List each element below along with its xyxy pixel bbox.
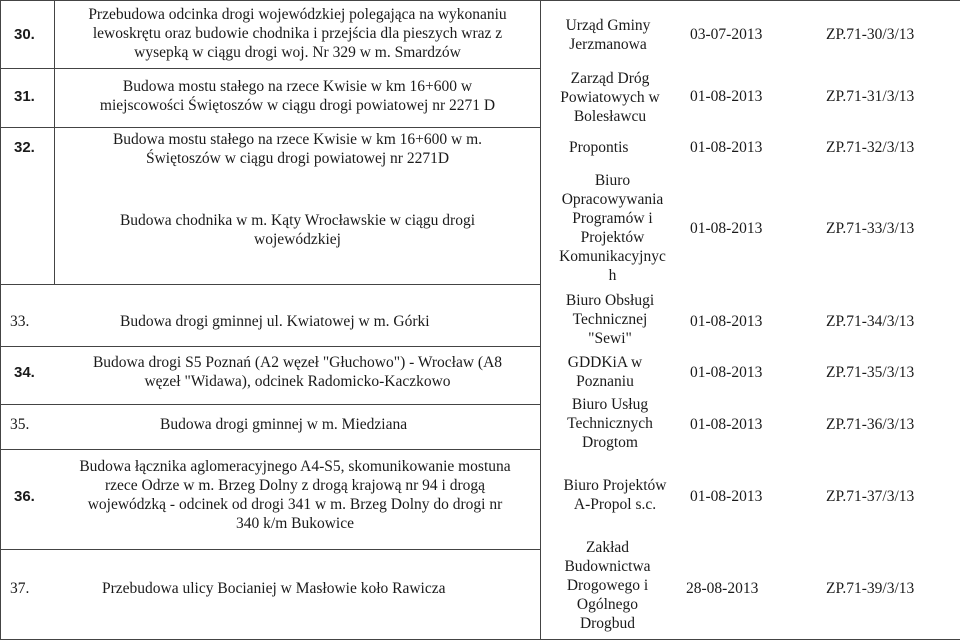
sign-cell: ZP.71-34/3/13 [826, 313, 915, 330]
date-cell: 01-08-2013 [690, 364, 763, 381]
row-number: 32. [14, 139, 35, 156]
sign-cell: ZP.71-36/3/13 [826, 416, 915, 433]
row-number: 37. [10, 580, 30, 597]
office-line: Biuro Obsługi [565, 292, 655, 309]
title-line: lewoskrętu oraz budowie chodnika i przejścia dla pieszych wraz z [92, 25, 503, 42]
row-divider [0, 127, 540, 128]
office-line: Biuro [594, 172, 631, 189]
title-line: miejscowości Świętoszów w ciągu drogi powiatowej nr 2271 D [99, 97, 496, 114]
row-divider [0, 549, 540, 550]
sign-cell: ZP.71-39/3/13 [826, 580, 915, 597]
col-divider [0, 0, 1, 640]
row-divider [0, 284, 540, 285]
title-line: wysepką w ciągu drogi woj. Nr 329 w m. Smardzów [134, 44, 461, 61]
office-line: Komunikacyjnyc [559, 248, 666, 265]
title-line: rzece Odrze w m. Brzeg Dolny z drogą krajową nr 94 i drogą [104, 477, 486, 494]
office-line: Technicznej [572, 311, 648, 328]
row-divider [0, 449, 540, 450]
office-line: Poznaniu [576, 373, 634, 390]
sign-cell: ZP.71-33/3/13 [826, 220, 915, 237]
sign-cell: ZP.71-35/3/13 [826, 364, 915, 381]
title-line: Świętoszów w ciągu drogi powiatowej nr 2271D [145, 150, 450, 167]
office-line: Opracowywania [561, 191, 664, 208]
office-line: Biuro Usług [571, 396, 649, 413]
title-line: Budowa mostu stałego na rzece Kwisie w km 16+600 w m. [112, 131, 483, 148]
office-line: Zakład [585, 539, 630, 556]
office-line: Drogbud [579, 615, 636, 632]
row-divider [0, 404, 540, 405]
office-line: Drogtom [582, 434, 638, 451]
office-line: Technicznych [567, 415, 653, 432]
row-number: 34. [14, 364, 35, 381]
office-line: Jerzmanowa [569, 36, 647, 53]
sign-cell: ZP.71-32/3/13 [826, 139, 915, 156]
title-line: Budowa łącznika aglomeracyjnego A4-S5, skomunikowanie mostuna [79, 458, 511, 475]
office-line: Ogólnego [576, 596, 639, 613]
office-line: Bolesławcu [573, 108, 647, 125]
col-divider [54, 0, 55, 284]
title-line: wojewódzką - odcinek od drogi 341 w m. Brzeg Dolny do drogi nr [87, 496, 503, 513]
sign-cell: ZP.71-31/3/13 [826, 88, 915, 105]
office-line: Propontis [569, 139, 629, 156]
row-divider [0, 0, 960, 1]
title-line: Budowa drogi gminnej w m. Miedziana [160, 416, 408, 433]
office-line: Programów i [572, 210, 653, 227]
office-line: Budownictwa [564, 558, 651, 575]
date-cell: 03-07-2013 [690, 26, 763, 43]
row-divider [0, 68, 540, 69]
row-number: 35. [10, 416, 30, 433]
title-line: 340 k/m Bukowice [236, 515, 354, 532]
sign-cell: ZP.71-37/3/13 [826, 488, 915, 505]
title-line: Budowa chodnika w m. Kąty Wrocławskie w ciągu drogi [119, 212, 476, 229]
office-line: A-Propol s.c. [573, 496, 657, 513]
office-line: "Sewi" [588, 330, 632, 347]
title-line: wojewódzkiej [254, 231, 341, 248]
row-divider [0, 346, 540, 347]
office-line: Biuro Projektów [563, 477, 667, 494]
title-line: Przebudowa odcinka drogi wojewódzkiej polegająca na wykonaniu [88, 6, 507, 23]
date-cell: 01-08-2013 [690, 139, 763, 156]
title-line: węzeł "Widawa), odcinek Radomicko-Kaczkowo [144, 373, 451, 390]
title-line: Przebudowa ulicy Bocianiej w Masłowie koło Rawicza [102, 580, 446, 597]
date-cell: 01-08-2013 [690, 488, 763, 505]
row-number: 31. [14, 88, 35, 105]
row-number: 30. [14, 26, 35, 43]
title-line: Budowa drogi S5 Poznań (A2 węzeł "Głuchowo") - Wrocław (A8 [92, 354, 503, 371]
title-line: Budowa mostu stałego na rzece Kwisie w km 16+600 w [122, 78, 473, 95]
office-line: h [608, 267, 617, 284]
date-cell: 01-08-2013 [690, 313, 763, 330]
office-line: Projektów [580, 229, 645, 246]
office-line: Zarząd Dróg [570, 70, 650, 87]
row-number: 36. [14, 488, 35, 505]
office-line: GDDKiA w [567, 354, 643, 371]
date-cell: 28-08-2013 [686, 580, 759, 597]
date-cell: 01-08-2013 [690, 416, 763, 433]
office-line: Powiatowych w [560, 89, 660, 106]
row-number: 33. [10, 313, 30, 330]
office-line: Urząd Gminy [565, 17, 651, 34]
date-cell: 01-08-2013 [690, 220, 763, 237]
sign-cell: ZP.71-30/3/13 [826, 26, 915, 43]
office-line: Drogowego i [566, 577, 649, 594]
title-line: Budowa drogi gminnej ul. Kwiatowej w m. Górki [120, 313, 430, 330]
date-cell: 01-08-2013 [690, 88, 763, 105]
